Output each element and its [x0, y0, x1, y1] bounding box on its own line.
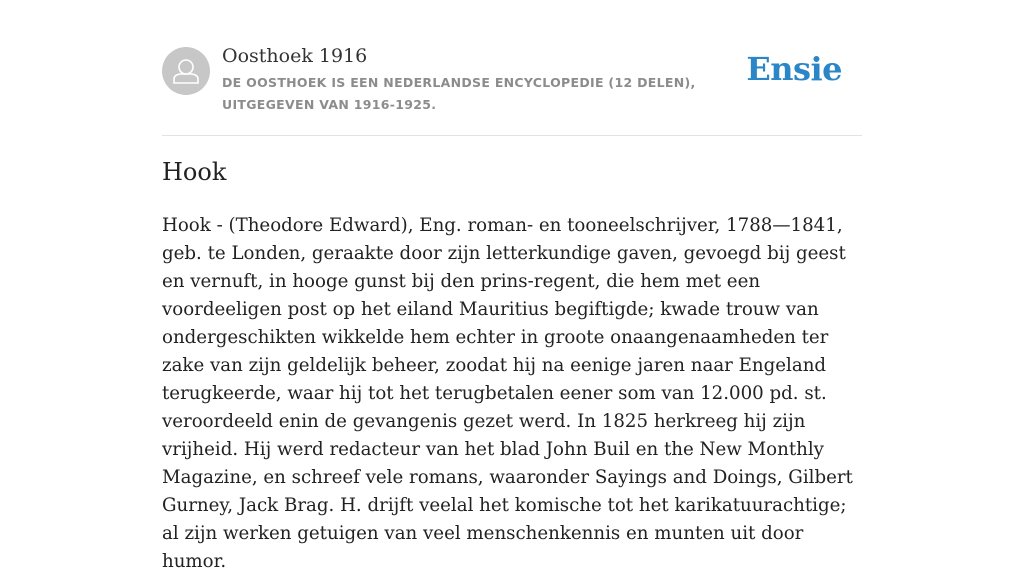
- entry-body: Hook - (Theodore Edward), Eng. roman- en tooneelschrijver, 1788—1841, geb. te Londen, geraakte door zijn letterkundige gaven, gevoegd bij geest en vernuft, in hooge gunst bij den prins-regent, die hem met een voordeeligen post op het eiland Mauritius begiftigde; kwade trouw van ondergeschikten wikkelde hem echter in groote onaangenaamheden ter zake van zijn geldelijk beheer, zoodat hij na eenige jaren naar Engeland terugkeerde, waar hij tot het terugbetalen eener som van 12.000 pd. st. veroordeeld enin de gevangenis gezet werd. In 1825 herkreeg hij zijn vrijheid. Hij werd redacteur van het blad John Buil en the New Monthly Magazine, en schreef vele romans, waaronder Sayings and Doings, Gilbert Gurney, Jack Brag. H. drijft veelal het komische tot het karikatuurachtige; al zijn werken getuigen van veel menschenkennis en munten uit door humor.: [162, 215, 853, 572]
- page: [162, 0, 862, 572]
- source-avatar[interactable]: [162, 47, 210, 95]
- source-header: [162, 0, 862, 136]
- ensie-logo-link[interactable]: Ensie: [746, 50, 842, 88]
- user-icon: [162, 47, 210, 95]
- source-title[interactable]: Oosthoek 1916: [222, 45, 368, 67]
- entry-title: Hook: [162, 158, 227, 186]
- source-description: DE OOSTHOEK IS EEN NEDERLANDSE ENCYCLOPEDIE (12 DELEN), UITGEGEVEN VAN 1916-1925.: [222, 75, 696, 112]
